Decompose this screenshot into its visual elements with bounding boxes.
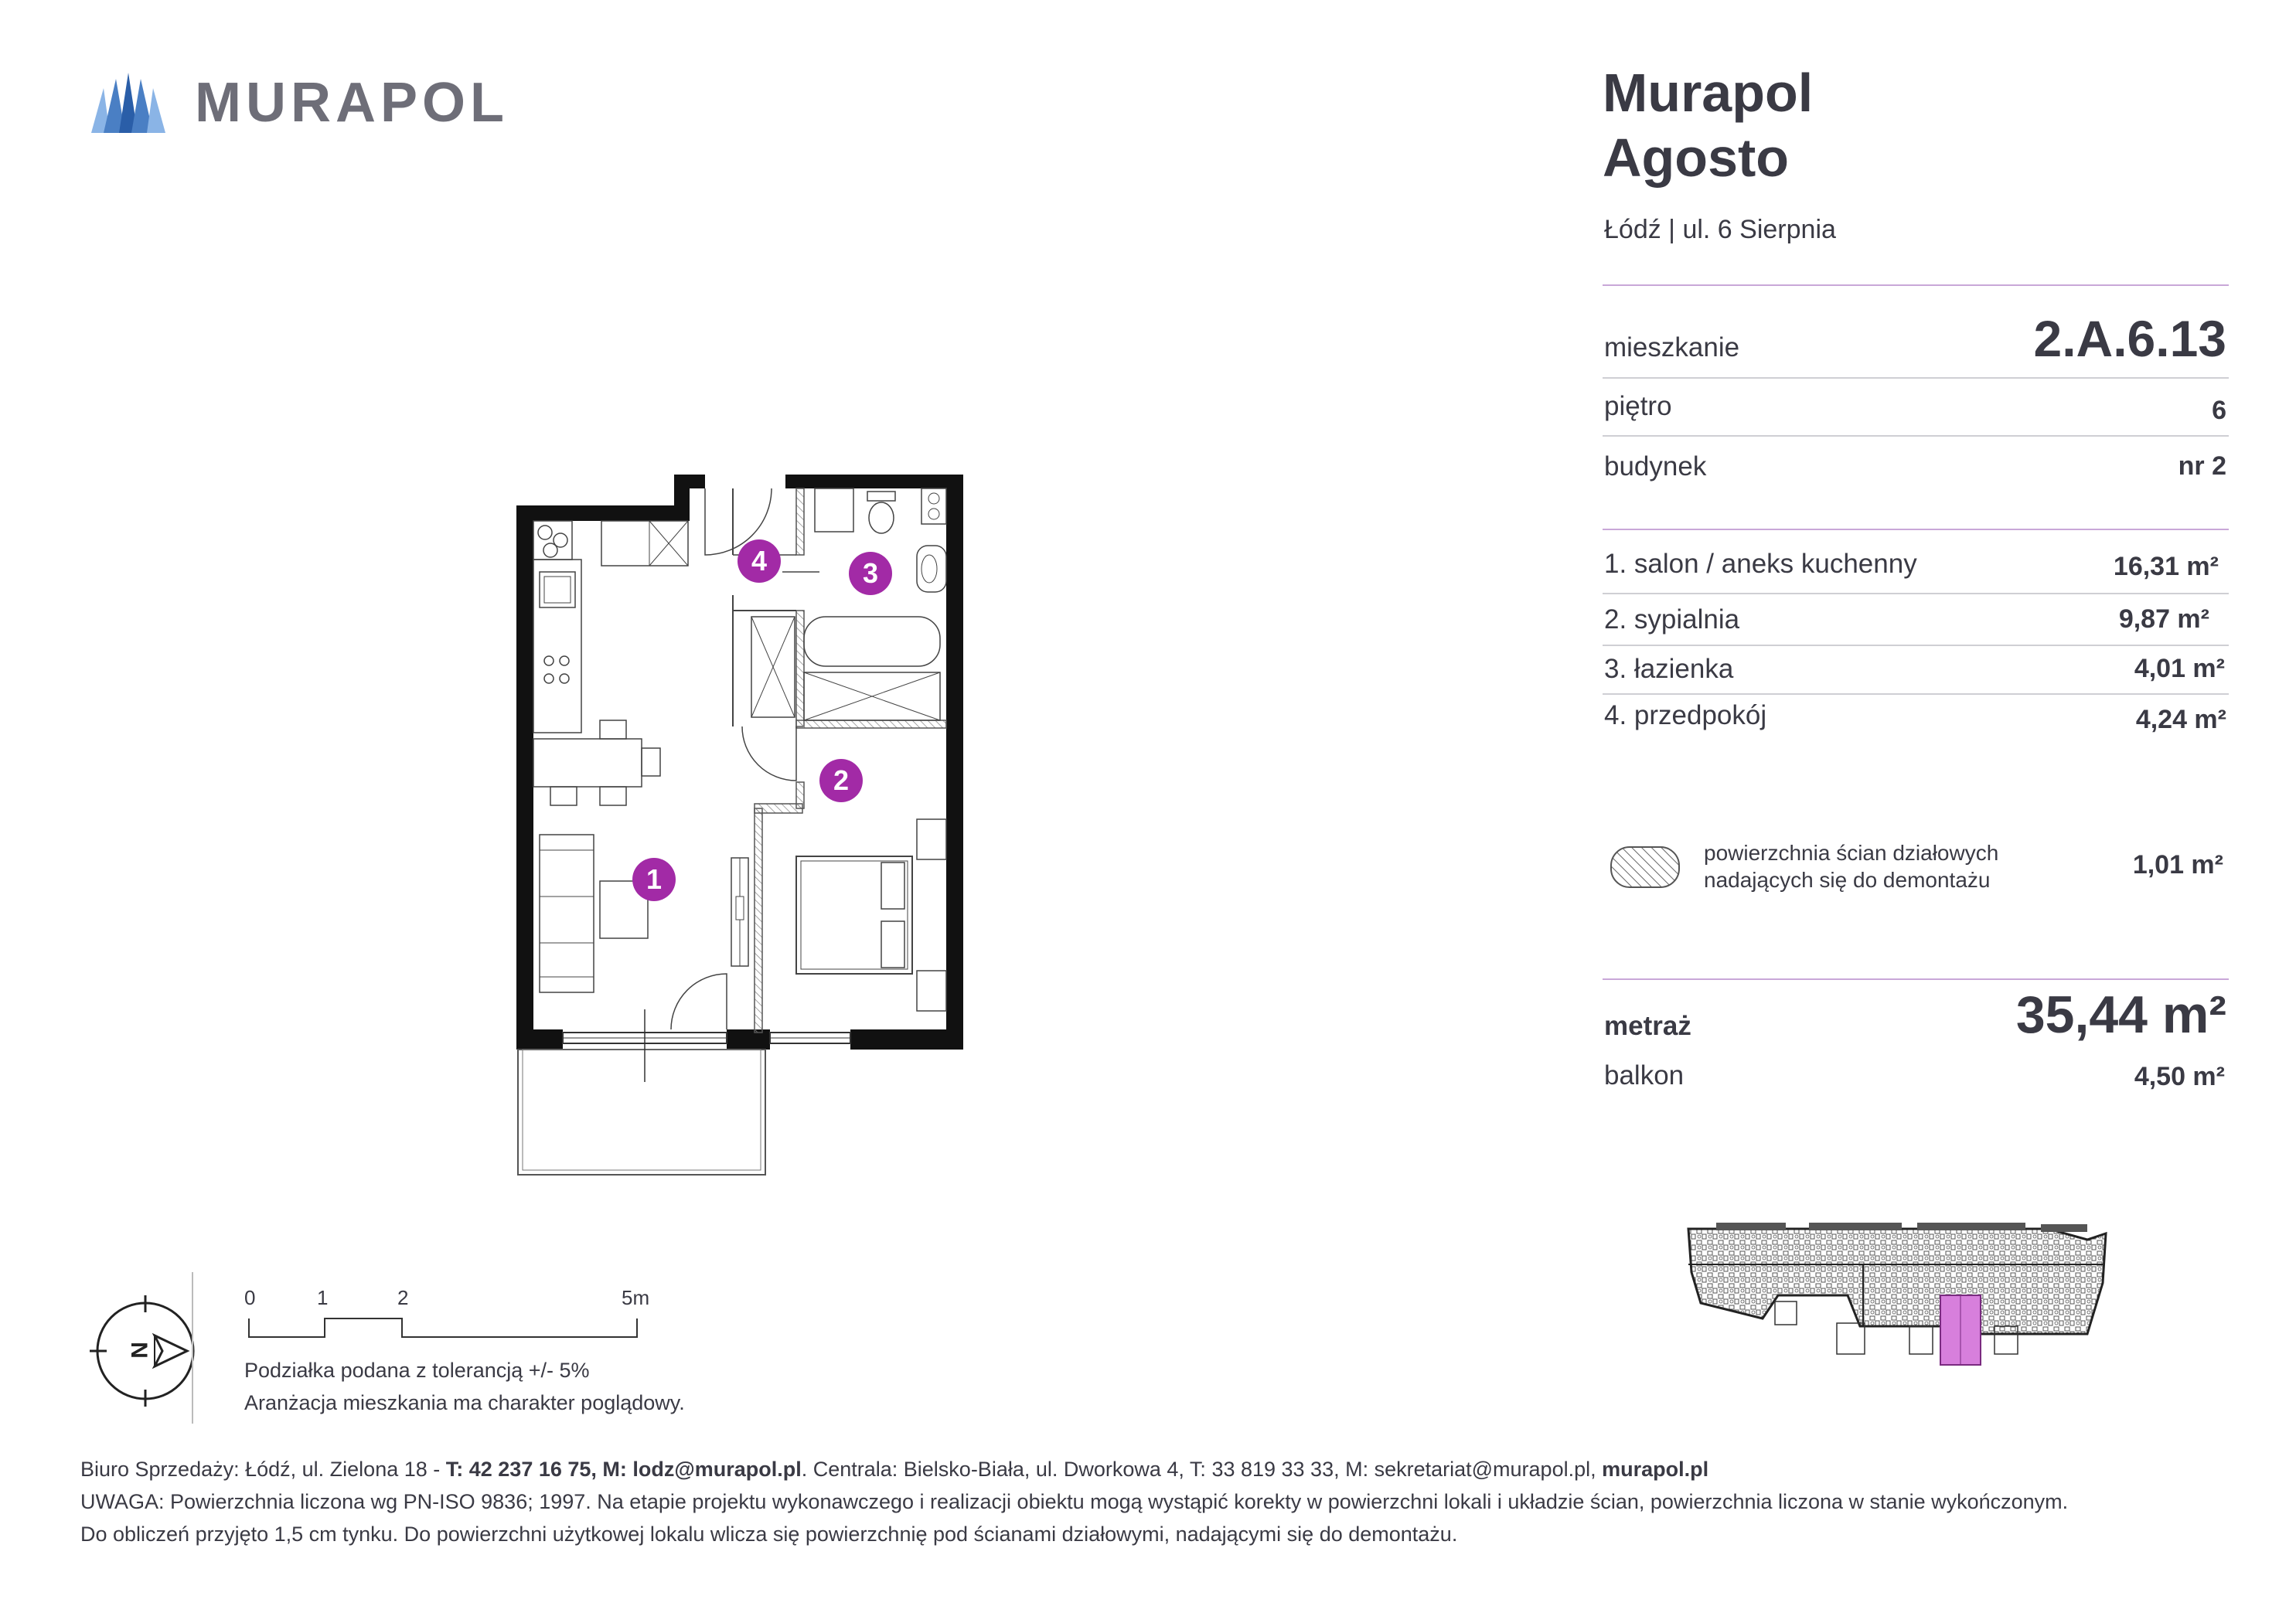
compass-icon xyxy=(87,1292,204,1410)
balcony-value: 4,50 m² xyxy=(2134,1062,2225,1091)
divider xyxy=(1603,377,2229,379)
footer-notice-2: Do obliczeń przyjęto 1,5 cm tynku. Do powierzchni użytkowej lokalu wlicza się powierzchnię pod ścianami działowymi, nadającymi się do demontażu. xyxy=(80,1523,1458,1546)
balcony-label: balkon xyxy=(1604,1060,1685,1091)
murapol-logo xyxy=(90,73,167,134)
scale-note-line1: Podziałka podana z tolerancją +/- 5% xyxy=(244,1359,590,1382)
scale-bar xyxy=(247,1315,639,1339)
footer-notice-1: UWAGA: Powierzchnia liczona wg PN-ISO 9836; 1997. Na etapie projektu wykonawczego i realizacji obiektu mogą wystąpić korekty w powierzchni lokali i układzie ścian, powierzchnia liczona w stanie wykończonym. xyxy=(80,1490,2069,1513)
total-area-label: metraż xyxy=(1604,1011,1691,1041)
logo-mark-icon xyxy=(90,73,167,134)
room-area: 4,24 m² xyxy=(2135,705,2226,734)
walls-note-line1: powierzchnia ścian działowych xyxy=(1704,841,1999,865)
walls-area: 1,01 m² xyxy=(2132,850,2223,880)
divider xyxy=(1603,645,2229,646)
building-key-plan xyxy=(1685,1218,2118,1373)
room-area: 4,01 m² xyxy=(2134,654,2225,683)
apartment-label: mieszkanie xyxy=(1604,332,1740,362)
room-area: 9,87 m² xyxy=(2118,604,2209,634)
project-title-line2: Agosto xyxy=(1603,128,1790,188)
room-area: 16,31 m² xyxy=(2113,552,2219,581)
compass-north-letter: N xyxy=(125,1342,152,1359)
scale-tick-label: 0 xyxy=(244,1286,256,1309)
building-value: nr 2 xyxy=(2178,451,2226,481)
walls-note-line2: nadających się do demontażu xyxy=(1704,868,1991,892)
footer-phone-email: T: 42 237 16 75, M: lodz@murapol.pl xyxy=(445,1458,802,1481)
project-title-line1: Murapol xyxy=(1603,63,1814,123)
project-address: Łódź | ul. 6 Sierpnia xyxy=(1604,215,1836,244)
hatch-swatch-icon xyxy=(1610,846,1681,889)
divider xyxy=(1603,284,2229,286)
scale-tick-label: 1 xyxy=(317,1286,329,1309)
scale-tick-label: 2 xyxy=(397,1286,409,1309)
footer-contact xyxy=(80,1453,2068,1485)
floor-label: piętro xyxy=(1604,391,1672,421)
room-marker-4: 4 xyxy=(738,539,781,583)
room-marker-3: 3 xyxy=(849,552,892,595)
footer xyxy=(80,1453,2068,1550)
scale-tick-label: 5m xyxy=(622,1286,650,1309)
footer-headquarters: . Centrala: Bielsko-Biała, ul. Dworkowa 4, T: 33 819 33 33, M: sekretariat@murapol.pl, xyxy=(801,1458,1603,1481)
divider xyxy=(192,1272,193,1424)
room-marker-1: 1 xyxy=(632,858,676,901)
room-label: 3. łazienka xyxy=(1604,654,1734,684)
building-label: budynek xyxy=(1604,451,1707,481)
floor-value: 6 xyxy=(2212,396,2226,425)
brand-name: MURAPOL xyxy=(195,72,509,134)
room-marker-2: 2 xyxy=(819,759,863,802)
footer-website: murapol.pl xyxy=(1602,1458,1709,1481)
divider xyxy=(1603,693,2229,695)
walls-note xyxy=(1704,839,1998,893)
divider xyxy=(1603,978,2229,980)
project-title xyxy=(1603,60,1813,190)
footer-office: Biuro Sprzedaży: Łódź, ul. Zielona 18 - xyxy=(80,1458,446,1481)
divider xyxy=(1603,435,2229,437)
floor-plan xyxy=(495,464,997,1190)
scale-note xyxy=(244,1354,685,1419)
room-label: 1. salon / aneks kuchenny xyxy=(1604,549,1917,579)
divider xyxy=(1603,529,2229,530)
total-area-value: 35,44 m² xyxy=(2015,985,2226,1044)
room-label: 4. przedpokój xyxy=(1604,700,1767,730)
scale-note-line2: Aranżacja mieszkania ma charakter poglądowy. xyxy=(244,1391,685,1414)
room-label: 2. sypialnia xyxy=(1604,604,1740,635)
divider xyxy=(1603,593,2229,594)
apartment-number: 2.A.6.13 xyxy=(2033,310,2226,367)
